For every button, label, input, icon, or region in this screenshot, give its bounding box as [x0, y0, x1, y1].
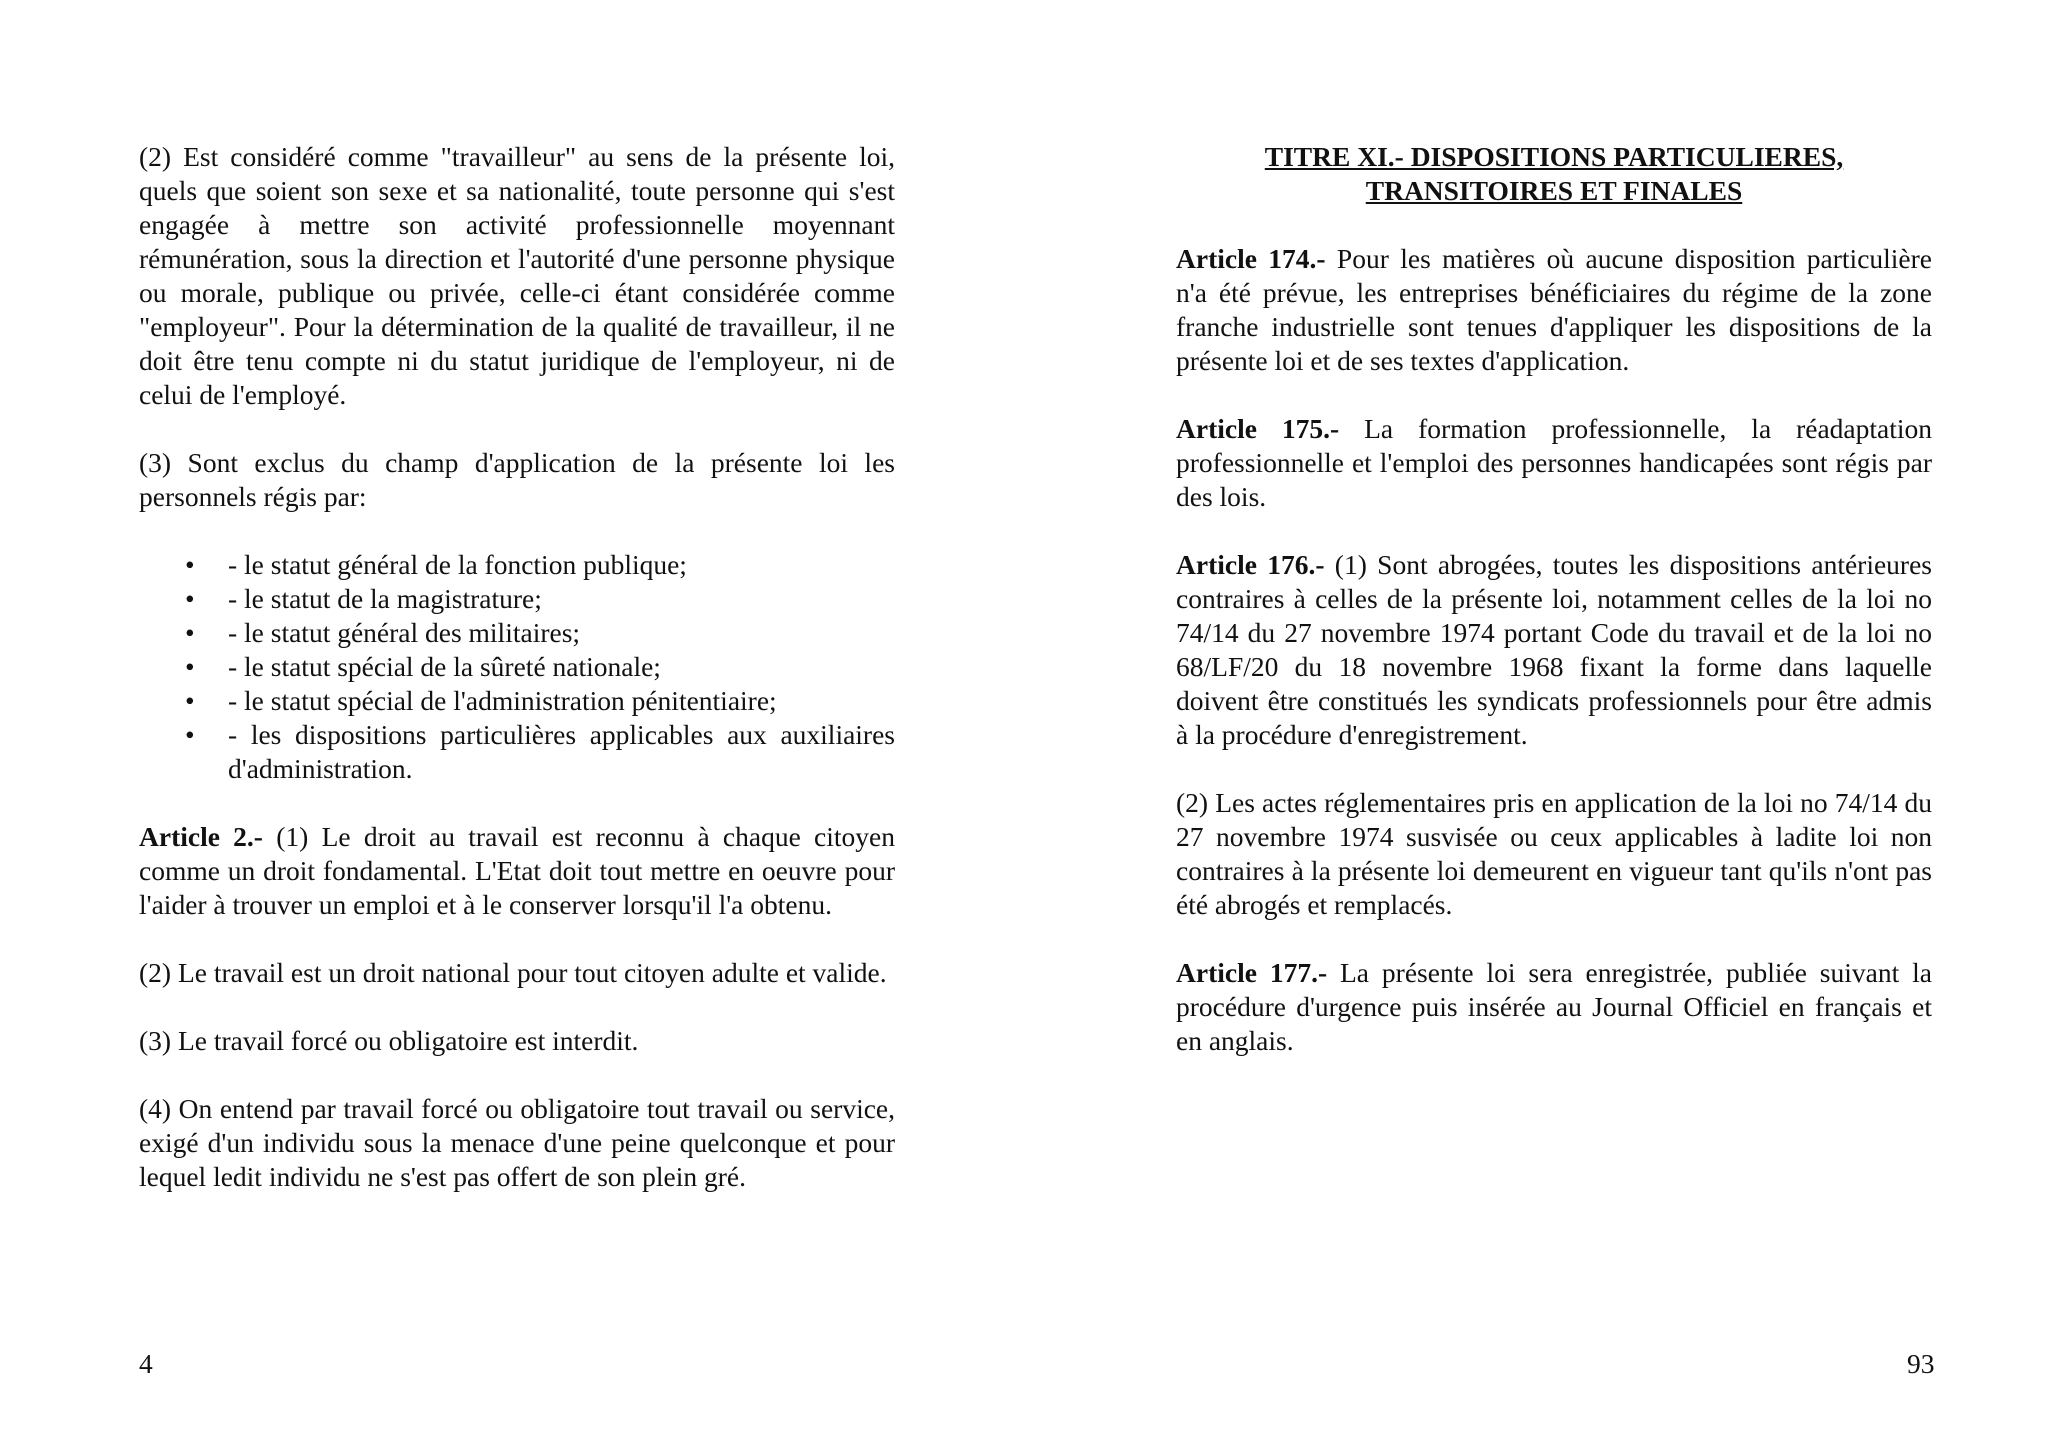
article-175: [1176, 412, 1932, 514]
exclusion-item: • - les dispositions particulières applicables aux auxiliaires d'administration.: [228, 718, 895, 786]
exclusion-list: [139, 548, 895, 786]
right-page-column: [1176, 140, 1932, 1092]
right-page-number: 93: [1907, 1348, 1935, 1379]
exclusion-item: • - le statut de la magistrature;: [228, 582, 895, 616]
article-2-para-2: (2) Le travail est un droit national pour tout citoyen adulte et valide.: [139, 957, 887, 988]
article-177-label: Article 177.-: [1176, 957, 1328, 988]
left-para-3: (3) Sont exclus du champ d'application de la présente loi les personnels régis par:: [139, 447, 895, 512]
left-page-number: 4: [139, 1348, 153, 1379]
article-2-text: (1) Le droit au travail est reconnu à chaque citoyen comme un droit fondamental. L'Etat doit tout mettre en oeuvre pour l'aider à trouver un emploi et à le conserver lorsqu'il l'a obtenu.: [139, 821, 895, 920]
article-2: [139, 820, 895, 922]
left-para-2: (2) Est considéré comme "travailleur" au sens de la présente loi, quels que soient son sexe et sa nationalité, toute personne qui s'est engagée à mettre son activité professionnelle moyennant rémunération, sous la direction et l'autorité d'une personne physique ou morale, publique ou privée, celle-ci étant considérée comme "employeur". Pour la détermination de la qualité de travailleur, il ne doit être tenu compte ni du statut juridique de l'employeur, ni de celui de l'employé.: [139, 141, 895, 410]
article-175-label: Article 175.-: [1176, 413, 1340, 444]
article-174: [1176, 242, 1932, 378]
article-176-label: Article 176.-: [1176, 549, 1325, 580]
article-176: [1176, 548, 1932, 752]
title-xi-heading: [1176, 140, 1932, 208]
article-176-para-2: (2) Les actes réglementaires pris en application de la loi no 74/14 du 27 novembre 1974 susvisée ou ceux applicables à ladite loi non contraires à la présente loi demeurent en vigueur tant qu'ils n'ont pas été abrogés et remplacés.: [1176, 787, 1932, 920]
exclusion-item: • - le statut spécial de la sûreté nationale;: [228, 650, 895, 684]
article-2-label: Article 2.-: [139, 821, 263, 852]
article-2-para-3: (3) Le travail forcé ou obligatoire est interdit.: [139, 1025, 639, 1056]
exclusion-item: • - le statut général des militaires;: [228, 616, 895, 650]
article-177: [1176, 956, 1932, 1058]
article-2-para-4: (4) On entend par travail forcé ou obligatoire tout travail ou service, exigé d'un individu sous la menace d'une peine quelconque et pour lequel ledit individu ne s'est pas offert de son plein gré.: [139, 1093, 895, 1192]
title-line-2: TRANSITOIRES ET FINALES: [1365, 175, 1743, 206]
exclusion-item: • - le statut spécial de l'administration pénitentiaire;: [228, 684, 895, 718]
left-page-column: [139, 140, 895, 1228]
article-174-text: Pour les matières où aucune disposition particulière n'a été prévue, les entreprises bénéficiaires du régime de la zone franche industrielle sont tenues d'appliquer les dispositions de la présente loi et de ses textes d'application.: [1176, 243, 1932, 376]
article-174-label: Article 174.-: [1176, 243, 1326, 274]
article-175-text: La formation professionnelle, la réadaptation professionnelle et l'emploi des personnes handicapées sont régis par des lois.: [1176, 413, 1932, 512]
article-177-text: La présente loi sera enregistrée, publiée suivant la procédure d'urgence puis insérée au Journal Officiel en français et en anglais.: [1176, 957, 1932, 1056]
exclusion-item: • - le statut général de la fonction publique;: [228, 548, 895, 582]
title-line-1: TITRE XI.- DISPOSITIONS PARTICULIERES,: [1264, 141, 1844, 172]
article-176-text: (1) Sont abrogées, toutes les dispositions antérieures contraires à celles de la présente loi, notamment celles de la loi no 74/14 du 27 novembre 1974 portant Code du travail et de la loi no 68/LF/20 du 18 novembre 1968 fixant la forme dans laquelle doivent être constitués les syndicats professionnels pour être admis à la procédure d'enregistrement.: [1176, 549, 1932, 750]
